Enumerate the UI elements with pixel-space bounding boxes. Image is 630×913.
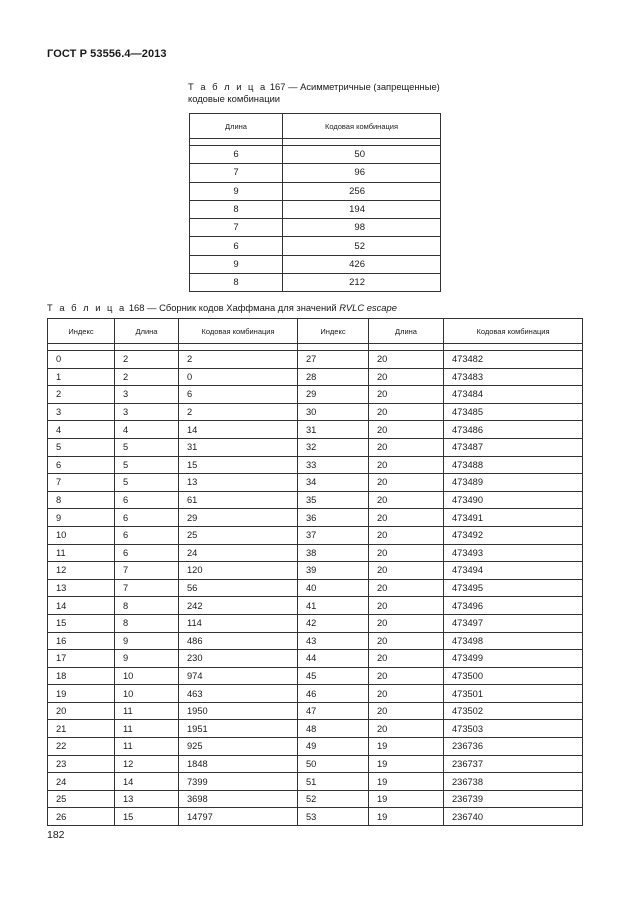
index-cell: 52 xyxy=(298,790,369,808)
index-cell: 24 xyxy=(48,773,115,791)
index-cell: 5 xyxy=(48,438,115,456)
index-cell: 50 xyxy=(298,755,369,773)
length-cell: 8 xyxy=(115,597,179,615)
length-cell: 19 xyxy=(369,790,444,808)
table-row xyxy=(190,274,441,292)
code-cell: 473500 xyxy=(444,667,583,685)
code-cell: 473503 xyxy=(444,720,583,738)
index-cell: 40 xyxy=(298,579,369,597)
length-cell: 15 xyxy=(115,808,179,826)
table-row xyxy=(190,146,441,164)
index-cell: 9 xyxy=(48,509,115,527)
code-cell: 473488 xyxy=(444,456,583,474)
length-cell: 20 xyxy=(369,526,444,544)
column-header: Кодовая комбинация xyxy=(283,114,441,139)
table-row xyxy=(48,685,583,703)
length-cell: 5 xyxy=(115,474,179,492)
code-cell: 473501 xyxy=(444,685,583,703)
code-cell: 473483 xyxy=(444,368,583,386)
index-cell: 10 xyxy=(48,526,115,544)
length-cell: 20 xyxy=(369,614,444,632)
table-row xyxy=(190,255,441,273)
index-cell: 46 xyxy=(298,685,369,703)
spacer-cell xyxy=(179,344,298,351)
code-cell: 236740 xyxy=(444,808,583,826)
length-cell: 20 xyxy=(369,562,444,580)
table-168-title: 168 — Сборник кодов Хаффмана для значений xyxy=(126,302,340,313)
table-168-label: Т а б л и ц а xyxy=(47,302,127,313)
index-cell: 30 xyxy=(298,403,369,421)
index-cell: 51 xyxy=(298,773,369,791)
spacer-cell xyxy=(48,344,115,351)
index-cell: 35 xyxy=(298,491,369,509)
index-cell: 17 xyxy=(48,650,115,668)
length-cell: 9 xyxy=(115,650,179,668)
code-cell: 473482 xyxy=(444,351,583,369)
table-row xyxy=(48,351,583,369)
code-cell: 29 xyxy=(179,509,298,527)
code-cell: 1950 xyxy=(179,702,298,720)
length-cell: 19 xyxy=(369,773,444,791)
code-cell: 56 xyxy=(179,579,298,597)
length-cell: 6 xyxy=(115,526,179,544)
table-row xyxy=(48,614,583,632)
code-cell: 473492 xyxy=(444,526,583,544)
length-cell: 5 xyxy=(115,438,179,456)
code-cell: 426 xyxy=(283,255,441,273)
column-header: Длина xyxy=(369,319,444,344)
index-cell: 53 xyxy=(298,808,369,826)
index-cell: 0 xyxy=(48,351,115,369)
length-cell: 10 xyxy=(115,667,179,685)
code-cell: 473489 xyxy=(444,474,583,492)
code-cell: 242 xyxy=(179,597,298,615)
code-cell: 194 xyxy=(283,200,441,218)
index-cell: 19 xyxy=(48,685,115,703)
code-cell: 0 xyxy=(179,368,298,386)
table-row xyxy=(48,632,583,650)
code-cell: 120 xyxy=(179,562,298,580)
index-cell: 8 xyxy=(48,491,115,509)
table-row xyxy=(48,421,583,439)
code-cell: 473491 xyxy=(444,509,583,527)
column-header: Длина xyxy=(190,114,283,139)
table-row xyxy=(48,773,583,791)
spacer-cell xyxy=(369,344,444,351)
index-cell: 20 xyxy=(48,702,115,720)
length-cell: 20 xyxy=(369,351,444,369)
table-row xyxy=(48,597,583,615)
table-167-caption-line2: кодовые комбинации xyxy=(188,93,281,104)
length-cell: 19 xyxy=(369,808,444,826)
index-cell: 44 xyxy=(298,650,369,668)
page-number: 182 xyxy=(47,829,65,841)
code-cell: 98 xyxy=(283,219,441,237)
spacer-cell xyxy=(115,344,179,351)
code-cell: 473493 xyxy=(444,544,583,562)
table-row xyxy=(48,702,583,720)
table-168-body xyxy=(48,344,583,826)
length-cell: 20 xyxy=(369,650,444,668)
length-cell: 20 xyxy=(369,474,444,492)
index-cell: 22 xyxy=(48,738,115,756)
table-row xyxy=(48,544,583,562)
table-row xyxy=(48,667,583,685)
index-cell: 2 xyxy=(48,386,115,404)
length-cell: 20 xyxy=(369,386,444,404)
code-cell: 52 xyxy=(283,237,441,255)
spacer-cell xyxy=(444,344,583,351)
table-row xyxy=(48,438,583,456)
table-row xyxy=(190,200,441,218)
code-cell: 50 xyxy=(283,146,441,164)
code-cell: 925 xyxy=(179,738,298,756)
length-cell: 6 xyxy=(115,509,179,527)
length-cell: 6 xyxy=(190,146,283,164)
length-cell: 20 xyxy=(369,667,444,685)
table-row xyxy=(48,755,583,773)
length-cell: 20 xyxy=(369,685,444,703)
length-cell: 20 xyxy=(369,579,444,597)
spacer-cell xyxy=(283,139,441,146)
code-cell: 31 xyxy=(179,438,298,456)
length-cell: 8 xyxy=(190,274,283,292)
code-cell: 473495 xyxy=(444,579,583,597)
table-row xyxy=(48,368,583,386)
code-cell: 114 xyxy=(179,614,298,632)
index-cell: 12 xyxy=(48,562,115,580)
table-167-label: Т а б л и ц а xyxy=(188,81,268,92)
table-row xyxy=(48,650,583,668)
length-cell: 3 xyxy=(115,403,179,421)
length-cell: 20 xyxy=(369,720,444,738)
code-cell: 236739 xyxy=(444,790,583,808)
index-cell: 31 xyxy=(298,421,369,439)
index-cell: 3 xyxy=(48,403,115,421)
code-cell: 473502 xyxy=(444,702,583,720)
index-cell: 33 xyxy=(298,456,369,474)
spacer-cell xyxy=(298,344,369,351)
length-cell: 11 xyxy=(115,738,179,756)
table-row xyxy=(48,474,583,492)
index-cell: 11 xyxy=(48,544,115,562)
index-cell: 29 xyxy=(298,386,369,404)
code-cell: 25 xyxy=(179,526,298,544)
index-cell: 25 xyxy=(48,790,115,808)
table-row xyxy=(190,219,441,237)
code-cell: 61 xyxy=(179,491,298,509)
table-167-header-row xyxy=(190,114,441,139)
length-cell: 9 xyxy=(190,255,283,273)
code-cell: 13 xyxy=(179,474,298,492)
table-167-caption-line1 xyxy=(188,81,458,93)
length-cell: 7 xyxy=(190,164,283,182)
length-cell: 2 xyxy=(115,368,179,386)
code-cell: 6 xyxy=(179,386,298,404)
length-cell: 20 xyxy=(369,438,444,456)
index-cell: 49 xyxy=(298,738,369,756)
code-cell: 14 xyxy=(179,421,298,439)
table-row xyxy=(48,509,583,527)
table-row xyxy=(190,182,441,200)
table-167-caption xyxy=(188,81,458,105)
table-168-header-row xyxy=(48,319,583,344)
table-167 xyxy=(189,113,441,292)
code-cell: 236737 xyxy=(444,755,583,773)
length-cell: 20 xyxy=(369,368,444,386)
length-cell: 7 xyxy=(115,562,179,580)
length-cell: 8 xyxy=(190,200,283,218)
code-cell: 1951 xyxy=(179,720,298,738)
index-cell: 37 xyxy=(298,526,369,544)
index-cell: 23 xyxy=(48,755,115,773)
table-row xyxy=(190,237,441,255)
table-168-caption xyxy=(47,302,397,313)
index-cell: 4 xyxy=(48,421,115,439)
length-cell: 20 xyxy=(369,544,444,562)
table-row xyxy=(48,386,583,404)
index-cell: 43 xyxy=(298,632,369,650)
index-cell: 36 xyxy=(298,509,369,527)
code-cell: 256 xyxy=(283,182,441,200)
length-cell: 20 xyxy=(369,597,444,615)
length-cell: 7 xyxy=(190,219,283,237)
index-cell: 18 xyxy=(48,667,115,685)
code-cell: 230 xyxy=(179,650,298,668)
code-cell: 212 xyxy=(283,274,441,292)
length-cell: 11 xyxy=(115,720,179,738)
table-row xyxy=(48,720,583,738)
column-header: Индекс xyxy=(48,319,115,344)
length-cell: 20 xyxy=(369,403,444,421)
table-spacer-row xyxy=(190,139,441,146)
index-cell: 39 xyxy=(298,562,369,580)
code-cell: 2 xyxy=(179,403,298,421)
index-cell: 15 xyxy=(48,614,115,632)
index-cell: 38 xyxy=(298,544,369,562)
index-cell: 13 xyxy=(48,579,115,597)
length-cell: 20 xyxy=(369,702,444,720)
index-cell: 6 xyxy=(48,456,115,474)
length-cell: 20 xyxy=(369,421,444,439)
code-cell: 236738 xyxy=(444,773,583,791)
length-cell: 20 xyxy=(369,509,444,527)
table-row xyxy=(48,738,583,756)
column-header: Кодовая комбинация xyxy=(444,319,583,344)
code-cell: 473484 xyxy=(444,386,583,404)
table-row xyxy=(48,491,583,509)
code-cell: 473487 xyxy=(444,438,583,456)
length-cell: 12 xyxy=(115,755,179,773)
index-cell: 34 xyxy=(298,474,369,492)
document-header: ГОСТ Р 53556.4—2013 xyxy=(47,48,167,60)
table-row xyxy=(190,164,441,182)
index-cell: 26 xyxy=(48,808,115,826)
code-cell: 2 xyxy=(179,351,298,369)
code-cell: 463 xyxy=(179,685,298,703)
code-cell: 473486 xyxy=(444,421,583,439)
length-cell: 13 xyxy=(115,790,179,808)
table-row xyxy=(48,403,583,421)
table-row xyxy=(48,456,583,474)
column-header: Индекс xyxy=(298,319,369,344)
table-row xyxy=(48,808,583,826)
column-header: Длина xyxy=(115,319,179,344)
length-cell: 5 xyxy=(115,456,179,474)
table-168 xyxy=(47,318,583,826)
length-cell: 6 xyxy=(190,237,283,255)
index-cell: 1 xyxy=(48,368,115,386)
table-row xyxy=(48,562,583,580)
code-cell: 96 xyxy=(283,164,441,182)
index-cell: 7 xyxy=(48,474,115,492)
length-cell: 2 xyxy=(115,351,179,369)
length-cell: 11 xyxy=(115,702,179,720)
length-cell: 14 xyxy=(115,773,179,791)
length-cell: 10 xyxy=(115,685,179,703)
code-cell: 15 xyxy=(179,456,298,474)
length-cell: 3 xyxy=(115,386,179,404)
length-cell: 8 xyxy=(115,614,179,632)
code-cell: 473490 xyxy=(444,491,583,509)
length-cell: 20 xyxy=(369,632,444,650)
table-167-title: 167 — Асимметричные (запрещенные) xyxy=(267,81,440,92)
code-cell: 473485 xyxy=(444,403,583,421)
code-cell: 7399 xyxy=(179,773,298,791)
index-cell: 42 xyxy=(298,614,369,632)
length-cell: 6 xyxy=(115,544,179,562)
table-168-title-italic: RVLC escape xyxy=(339,302,397,313)
table-row xyxy=(48,526,583,544)
index-cell: 48 xyxy=(298,720,369,738)
column-header: Кодовая комбинация xyxy=(179,319,298,344)
table-spacer-row xyxy=(48,344,583,351)
length-cell: 9 xyxy=(115,632,179,650)
code-cell: 473497 xyxy=(444,614,583,632)
index-cell: 14 xyxy=(48,597,115,615)
index-cell: 28 xyxy=(298,368,369,386)
index-cell: 16 xyxy=(48,632,115,650)
table-row xyxy=(48,790,583,808)
length-cell: 6 xyxy=(115,491,179,509)
length-cell: 19 xyxy=(369,755,444,773)
code-cell: 1848 xyxy=(179,755,298,773)
length-cell: 19 xyxy=(369,738,444,756)
table-row xyxy=(48,579,583,597)
length-cell: 7 xyxy=(115,579,179,597)
code-cell: 486 xyxy=(179,632,298,650)
code-cell: 974 xyxy=(179,667,298,685)
index-cell: 41 xyxy=(298,597,369,615)
index-cell: 27 xyxy=(298,351,369,369)
code-cell: 14797 xyxy=(179,808,298,826)
length-cell: 4 xyxy=(115,421,179,439)
length-cell: 9 xyxy=(190,182,283,200)
spacer-cell xyxy=(190,139,283,146)
index-cell: 21 xyxy=(48,720,115,738)
code-cell: 473494 xyxy=(444,562,583,580)
code-cell: 473496 xyxy=(444,597,583,615)
table-167-body xyxy=(190,139,441,292)
code-cell: 236736 xyxy=(444,738,583,756)
length-cell: 20 xyxy=(369,491,444,509)
code-cell: 24 xyxy=(179,544,298,562)
code-cell: 473498 xyxy=(444,632,583,650)
code-cell: 473499 xyxy=(444,650,583,668)
index-cell: 32 xyxy=(298,438,369,456)
index-cell: 47 xyxy=(298,702,369,720)
length-cell: 20 xyxy=(369,456,444,474)
index-cell: 45 xyxy=(298,667,369,685)
code-cell: 3698 xyxy=(179,790,298,808)
